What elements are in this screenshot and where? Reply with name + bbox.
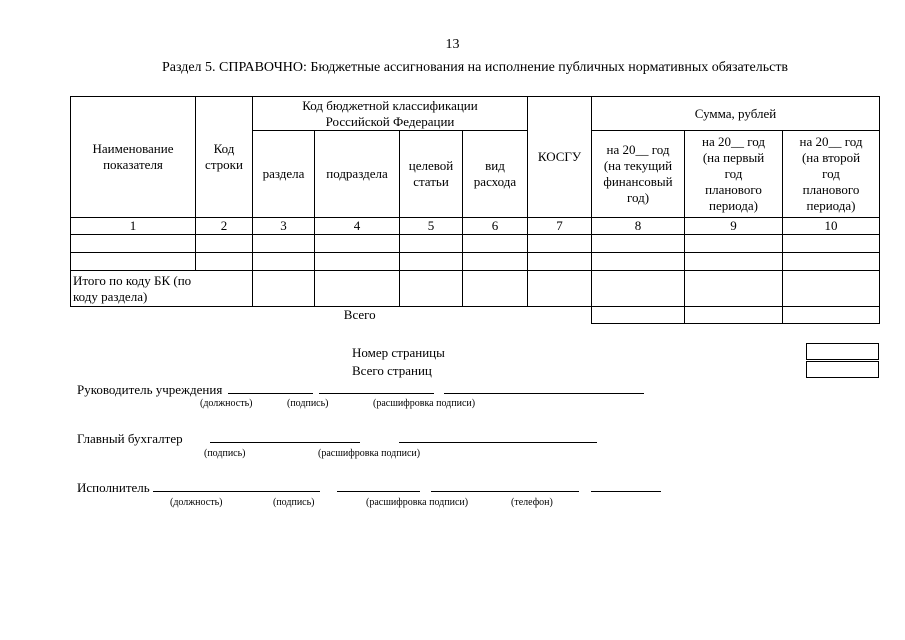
total-pages-box[interactable]	[806, 361, 879, 378]
executor-caption-position: (должность)	[170, 497, 223, 508]
page-number-label: Номер страницы	[352, 345, 445, 360]
table-cell[interactable]	[315, 235, 400, 253]
executor-caption-phone: (телефон)	[511, 497, 553, 508]
header-section: раздела	[253, 131, 315, 218]
executor-label: Исполнитель	[77, 480, 150, 495]
head-name-field[interactable]	[444, 381, 644, 394]
table-cell[interactable]	[196, 235, 253, 253]
table-cell[interactable]	[463, 271, 528, 307]
total-pages-label: Всего страниц	[352, 363, 432, 378]
executor-caption-name: (расшифровка подписи)	[366, 497, 469, 508]
table-cell[interactable]	[685, 271, 783, 307]
table-cell[interactable]	[685, 253, 783, 271]
appropriations-table	[70, 96, 880, 324]
header-sum: Сумма, рублей	[592, 97, 880, 131]
executor-position-field[interactable]	[153, 479, 320, 492]
head-caption-signature: (подпись)	[287, 398, 329, 409]
table-cell[interactable]	[400, 253, 463, 271]
table-row	[71, 253, 880, 271]
header-kosgu: КОСГУ	[528, 97, 592, 218]
header-first-plan-year: на 20__ год (на первый год планового периода)	[685, 131, 783, 218]
column-number: 5	[400, 218, 463, 235]
column-numbers-row	[71, 218, 880, 235]
subtotal-row	[71, 271, 880, 307]
head-caption-position: (должность)	[200, 398, 253, 409]
table-cell[interactable]	[71, 253, 196, 271]
table-cell[interactable]	[315, 271, 400, 307]
table-cell[interactable]	[685, 235, 783, 253]
table-cell[interactable]	[783, 253, 880, 271]
table-cell[interactable]	[71, 235, 196, 253]
table-cell[interactable]	[592, 307, 685, 324]
column-number: 3	[253, 218, 315, 235]
subtotal-label: Итого по коду БК (по коду раздела)	[71, 271, 253, 307]
column-number: 1	[71, 218, 196, 235]
column-number: 8	[592, 218, 685, 235]
table-cell[interactable]	[315, 253, 400, 271]
table-cell[interactable]	[592, 235, 685, 253]
accountant-signature-field[interactable]	[210, 430, 360, 443]
column-number: 9	[685, 218, 783, 235]
executor-caption-signature: (подпись)	[273, 497, 315, 508]
head-position-field[interactable]	[228, 381, 313, 394]
executor-signature-line	[77, 479, 661, 496]
table-cell[interactable]	[400, 271, 463, 307]
page-number: 13	[445, 37, 460, 52]
header-subsection: подраздела	[315, 131, 400, 218]
table-cell[interactable]	[196, 253, 253, 271]
table-cell[interactable]	[463, 235, 528, 253]
table-cell[interactable]	[253, 235, 315, 253]
head-signature-field[interactable]	[319, 381, 434, 394]
header-target-article: целевой статьи	[400, 131, 463, 218]
column-number: 4	[315, 218, 400, 235]
table-cell[interactable]	[463, 253, 528, 271]
table-cell[interactable]	[528, 253, 592, 271]
executor-name-field[interactable]	[431, 479, 579, 492]
table-cell[interactable]	[685, 307, 783, 324]
table-cell[interactable]	[253, 253, 315, 271]
accountant-label: Главный бухгалтер	[77, 431, 183, 446]
table-cell[interactable]	[253, 271, 315, 307]
table-cell[interactable]	[592, 253, 685, 271]
head-signature-line	[77, 381, 644, 398]
header-indicator-name: Наименование показателя	[71, 97, 196, 218]
executor-signature-field[interactable]	[337, 479, 420, 492]
total-label: Всего	[343, 307, 376, 323]
total-row	[71, 307, 880, 324]
header-budget-classification: Код бюджетной классификации Российской Федерации	[253, 97, 528, 131]
table-cell[interactable]	[783, 307, 880, 324]
column-number: 6	[463, 218, 528, 235]
table-cell[interactable]	[400, 235, 463, 253]
executor-phone-field[interactable]	[591, 479, 661, 492]
accountant-name-field[interactable]	[399, 430, 597, 443]
column-number: 10	[783, 218, 880, 235]
header-current-year: на 20__ год (на текущий финансовый год)	[592, 131, 685, 218]
header-second-plan-year: на 20__ год (на второй год планового периода)	[783, 131, 880, 218]
table-cell[interactable]	[783, 271, 880, 307]
head-caption-name: (расшифровка подписи)	[373, 398, 476, 409]
page-number-box[interactable]	[806, 343, 879, 360]
header-expense-type: вид расхода	[463, 131, 528, 218]
accountant-caption-signature: (подпись)	[204, 448, 246, 459]
table-cell[interactable]	[592, 271, 685, 307]
accountant-signature-line	[77, 430, 597, 447]
section-title: Раздел 5. СПРАВОЧНО: Бюджетные ассигнования на исполнение публичных нормативных обязательств	[161, 60, 789, 75]
column-number: 7	[528, 218, 592, 235]
header-row-code: Код строки	[196, 97, 253, 218]
accountant-caption-name: (расшифровка подписи)	[318, 448, 421, 459]
column-number: 2	[196, 218, 253, 235]
table-row	[71, 235, 880, 253]
head-label: Руководитель учреждения	[77, 382, 223, 397]
table-cell[interactable]	[783, 235, 880, 253]
table-cell[interactable]	[528, 271, 592, 307]
table-cell[interactable]	[528, 235, 592, 253]
